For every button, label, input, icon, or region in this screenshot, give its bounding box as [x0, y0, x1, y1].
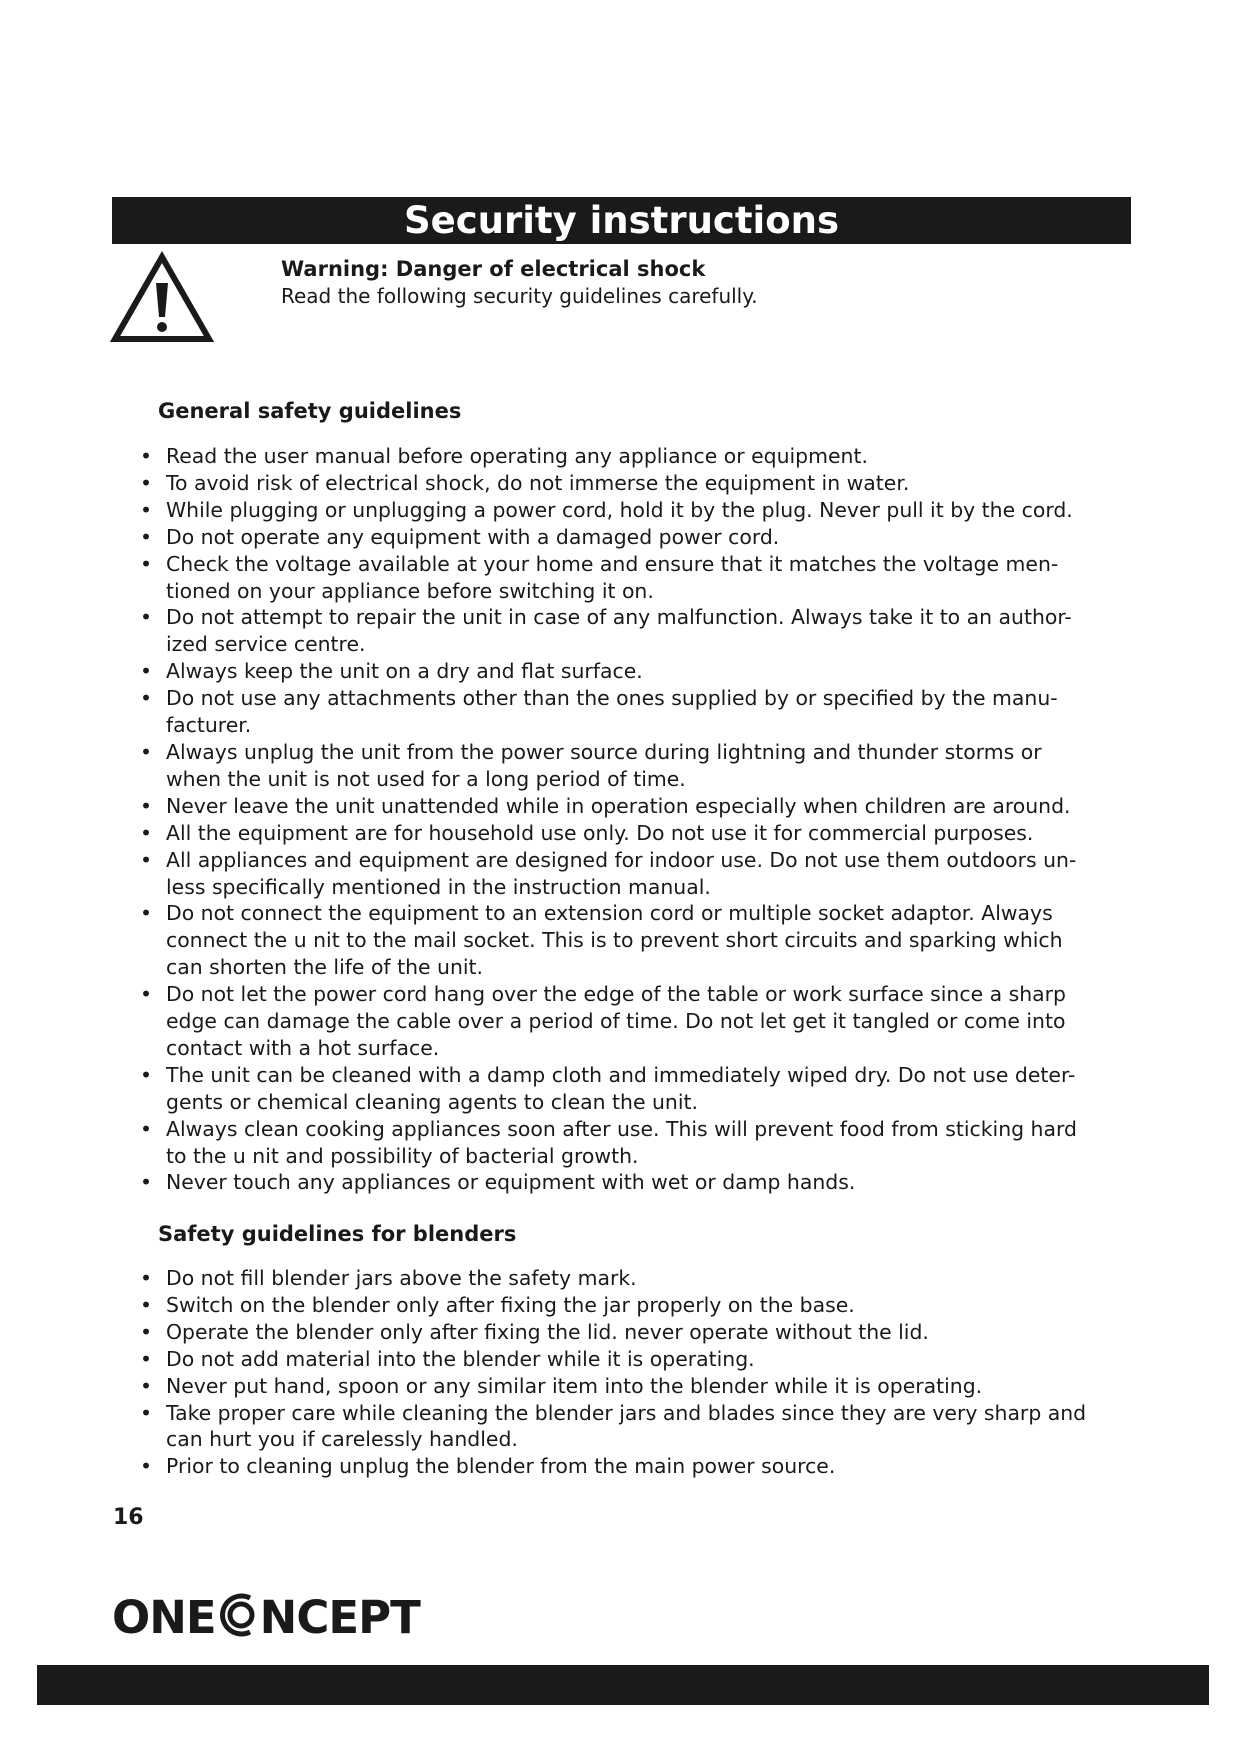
general-safety-heading: General safety guidelines [158, 399, 462, 423]
bullet-icon: • [140, 1346, 153, 1371]
brand-logo [112, 1590, 420, 1643]
bullet-icon: • [140, 1373, 153, 1398]
warning-title: Warning: Danger of electrical shock [281, 257, 706, 281]
bullet-icon: • [140, 982, 153, 1007]
list-item: • Never touch any appliances or equipment with wet or damp hands. [140, 1170, 856, 1195]
list-item: • Check the voltage available at your home and ensure that it matches the voltage men- tioned on your appliance before switching it on. [140, 551, 1059, 603]
list-item: • Operate the blender only after fixing the lid. never operate without the lid. [140, 1319, 929, 1344]
bullet-icon: • [140, 739, 153, 764]
list-item: • Always unplug the unit from the power source during lightning and thunder storms or when the unit is not used for a long period of time. [140, 739, 1042, 791]
list-item: • Always clean cooking appliances soon after use. This will prevent food from sticking hard to the u nit and possibility of bacterial growth. [140, 1116, 1077, 1168]
bullet-icon: • [140, 497, 153, 522]
list-item: • Always keep the unit on a dry and flat surface. [140, 659, 643, 684]
bullet-icon: • [140, 551, 153, 576]
list-item: • While plugging or unplugging a power cord, hold it by the plug. Never pull it by the cord. [140, 497, 1073, 522]
bullet-icon: • [140, 1319, 153, 1344]
list-item: • Do not use any attachments other than the ones supplied by or specified by the manu- facturer. [140, 686, 1058, 738]
bullet-icon: • [140, 1454, 153, 1479]
list-item: • All the equipment are for household use only. Do not use it for commercial purposes. [140, 820, 1034, 845]
list-item: • Take proper care while cleaning the blender jars and blades since they are very sharp and can hurt you if carelessly handled. [140, 1400, 1087, 1452]
bullet-icon: • [140, 605, 153, 630]
list-item: • Do not add material into the blender while it is operating. [140, 1346, 755, 1371]
bullet-icon: • [140, 1062, 153, 1087]
warning-subtitle: Read the following security guidelines carefully. [281, 284, 758, 308]
list-item: • Do not attempt to repair the unit in case of any malfunction. Always take it to an author- ized service centre. [140, 605, 1072, 657]
bullet-icon: • [140, 659, 153, 684]
bullet-icon: • [140, 686, 153, 711]
list-item: • Prior to cleaning unplug the blender from the main power source. [140, 1454, 836, 1479]
blender-safety-heading: Safety guidelines for blenders [158, 1222, 517, 1246]
bullet-icon: • [140, 1400, 153, 1425]
list-item: • Do not operate any equipment with a damaged power cord. [140, 524, 780, 549]
list-item: • To avoid risk of electrical shock, do not immerse the equipment in water. [140, 470, 910, 495]
page-number: 16 [113, 1505, 144, 1530]
bullet-icon: • [140, 524, 153, 549]
bullet-icon: • [140, 1266, 153, 1290]
bullet-icon: • [140, 1292, 153, 1317]
bullet-icon: • [140, 444, 153, 468]
list-item: • Do not connect the equipment to an extension cord or multiple socket adaptor. Always connect the u nit to the mail socket. This is to prevent short circuits and sparking which can shorten the life of the unit. [140, 901, 1063, 980]
list-item: • Do not let the power cord hang over the edge of the table or work surface since a sharp edge can damage the cable over a period of time. Do not let get it tangled or come into contact with a hot surface. [140, 982, 1066, 1060]
page-title: Security instructions [112, 197, 1131, 244]
list-item: • The unit can be cleaned with a damp cloth and immediately wiped dry. Do not use deter- gents or chemical cleaning agents to clean the unit. [140, 1062, 1076, 1114]
bullet-icon: • [140, 847, 153, 872]
bullet-icon: • [140, 470, 153, 495]
general-safety-list [138, 443, 1138, 1196]
list-item: • Do not fill blender jars above the safety mark. [140, 1266, 637, 1290]
warning-triangle-icon [110, 251, 214, 344]
list-item: • Switch on the blender only after fixing the jar properly on the base. [140, 1292, 855, 1317]
logo-text-one: ONE [112, 1591, 216, 1644]
list-item: • Never put hand, spoon or any similar item into the blender while it is operating. [140, 1373, 983, 1398]
bullet-icon: • [140, 1116, 153, 1141]
bullet-icon: • [140, 793, 153, 818]
logo-c-mark-icon [216, 1590, 260, 1640]
list-item: • Read the user manual before operating any appliance or equipment. [140, 444, 868, 468]
bullet-icon: • [140, 820, 153, 845]
blender-safety-list [138, 1265, 1138, 1480]
list-item: • Never leave the unit unattended while in operation especially when children are around. [140, 793, 1071, 818]
bullet-icon: • [140, 1170, 153, 1195]
footer-bar [37, 1665, 1209, 1705]
list-item: • All appliances and equipment are designed for indoor use. Do not use them outdoors un- less specifically mentioned in the instruction manual. [140, 847, 1077, 899]
bullet-icon: • [140, 901, 153, 926]
logo-text-ncept: NCEPT [259, 1591, 420, 1644]
